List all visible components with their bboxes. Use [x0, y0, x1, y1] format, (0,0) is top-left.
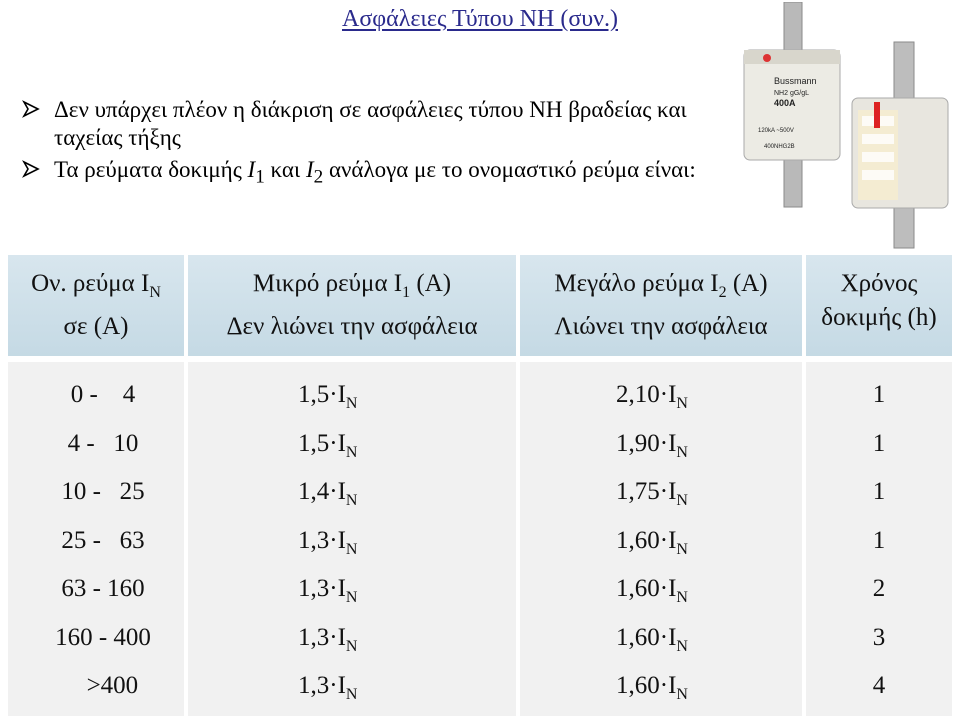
header-text: σε (A) — [63, 313, 129, 340]
cell-large-current — [616, 662, 736, 710]
arrow-bullet-icon — [22, 100, 40, 118]
cell-small-current-value: 1,5·I — [298, 381, 346, 408]
subscript-n: N — [676, 589, 688, 606]
cell-small-current-value: 1,3·I — [298, 526, 346, 554]
cell-test-time — [834, 517, 924, 565]
subscript-n: N — [676, 395, 688, 412]
cell-small-current — [298, 420, 418, 468]
bullet-text-mid: και — [264, 157, 306, 182]
cell-small-current — [298, 565, 418, 613]
cell-range — [28, 420, 178, 468]
cell-large-current-value: 1,75·I — [616, 478, 677, 505]
cell-range-value: 63 - 160 — [61, 575, 145, 602]
cell-test-time — [834, 614, 924, 662]
bullet-item — [22, 156, 712, 192]
arrow-bullet-icon — [22, 160, 40, 178]
cell-large-current-value: 1,60·I — [616, 623, 677, 651]
cell-large-current-value: 1,60·I — [616, 526, 677, 554]
cell-range — [28, 565, 178, 613]
fuse-rating-label: 400A — [774, 98, 796, 108]
cell-large-current — [616, 565, 736, 613]
subscript-n: N — [345, 637, 358, 655]
cell-range-value: 160 - 400 — [55, 623, 151, 651]
cell-test-time-value: 1 — [872, 381, 886, 408]
header-small-current — [188, 267, 516, 344]
subscript-n: N — [676, 686, 688, 703]
cell-large-current — [616, 614, 736, 662]
cell-small-current-value: 1,5·I — [298, 429, 346, 457]
symbol-i1: I — [247, 157, 256, 182]
cell-small-current-value: 1,3·I — [298, 623, 346, 651]
fuse-model-label: NH2 gG/gL — [774, 90, 810, 97]
cell-large-current-value: 1,60·I — [616, 672, 677, 699]
subscript-n: N — [345, 540, 358, 558]
header-text: Δεν λιώνει την ασφάλεια — [226, 313, 478, 340]
cell-test-time-value: 1 — [872, 478, 886, 505]
cell-test-time-value: 3 — [872, 623, 886, 651]
cell-large-current-value: 2,10·I — [616, 381, 677, 408]
cell-small-current — [298, 614, 418, 662]
subscript-n: N — [345, 395, 358, 412]
subscript-n: N — [345, 492, 358, 509]
header-text: Ον. ρεύμα I — [31, 270, 150, 297]
header-text: Μεγάλο ρεύμα I — [554, 270, 719, 297]
cell-test-time — [834, 662, 924, 710]
bullet-item — [22, 96, 712, 152]
cell-range-value: 10 - 25 — [61, 478, 145, 505]
cell-small-current — [298, 662, 418, 710]
symbol-i2: I — [305, 157, 314, 182]
nh-fuse-photo — [724, 2, 956, 250]
bullet-text-pre: Τα ρεύματα δοκιμής — [54, 157, 248, 182]
header-text: δοκιμής (h) — [821, 304, 937, 331]
cell-small-current-value: 1,3·I — [298, 575, 346, 602]
header-sub: N — [149, 284, 161, 301]
fuse-part-label: 400NHG2B — [764, 144, 795, 150]
cell-small-current-value: 1,4·I — [298, 478, 346, 505]
header-text: (A) — [410, 270, 452, 297]
cell-small-current — [298, 371, 418, 419]
subscript-n: N — [676, 492, 688, 509]
subscript-n: N — [676, 637, 688, 655]
cell-large-current — [616, 420, 736, 468]
cell-range — [28, 468, 178, 516]
subscript-n: N — [345, 443, 358, 461]
header-text: (A) — [726, 270, 768, 297]
cell-test-time — [834, 420, 924, 468]
header-test-time — [806, 267, 952, 335]
subscript-n: N — [345, 589, 358, 606]
header-text: Χρόνος — [840, 270, 918, 297]
header-sub: 2 — [718, 284, 727, 301]
page-title: Ασφάλειες Τύπου NH (συν.) — [342, 6, 618, 32]
cell-range-value: 0 - 4 — [70, 381, 136, 408]
cell-range — [28, 371, 178, 419]
cell-test-time — [834, 565, 924, 613]
test-current-table — [8, 255, 952, 716]
cell-test-time-value: 2 — [872, 575, 886, 602]
bullet-list — [22, 96, 712, 196]
cell-small-current — [298, 468, 418, 516]
cell-large-current — [616, 517, 736, 565]
subscript-n: N — [345, 686, 358, 703]
fuse-brand-label: Bussmann — [774, 76, 817, 86]
header-text: Λιώνει την ασφάλεια — [554, 313, 768, 340]
cell-test-time-value: 4 — [872, 672, 886, 699]
cell-range-value: 25 - 63 — [61, 526, 145, 554]
symbol-i1-sub: 1 — [255, 166, 265, 188]
cell-range-value: >400 — [67, 672, 139, 699]
cell-test-time — [834, 468, 924, 516]
bullet-text: Δεν υπάρχει πλέον η διάκριση σε ασφάλειες τύπου NH βραδείας και ταχείας τήξης — [54, 97, 687, 150]
cell-range — [28, 662, 178, 710]
header-large-current — [520, 267, 802, 344]
header-rated-current — [8, 267, 184, 344]
header-text: Μικρό ρεύμα I — [252, 270, 403, 297]
cell-large-current-value: 1,90·I — [616, 429, 677, 457]
cell-test-time — [834, 371, 924, 419]
symbol-i2-sub: 2 — [313, 166, 324, 188]
subscript-n: N — [676, 540, 688, 558]
bullet-text-post: ανάλογα με το ονομαστικό ρεύμα είναι: — [323, 157, 696, 182]
cell-small-current-value: 1,3·I — [298, 672, 346, 699]
cell-range — [28, 517, 178, 565]
header-sub: 1 — [402, 284, 411, 301]
subscript-n: N — [676, 443, 688, 461]
cell-large-current — [616, 371, 736, 419]
header-divider — [8, 356, 952, 362]
cell-test-time-value: 1 — [872, 429, 886, 457]
cell-range-value: 4 - 10 — [67, 429, 139, 457]
cell-range — [28, 614, 178, 662]
fuse-spec-label: 120kA ~500V — [758, 128, 794, 134]
cell-large-current-value: 1,60·I — [616, 575, 677, 602]
cell-large-current — [616, 468, 736, 516]
cell-small-current — [298, 517, 418, 565]
cell-test-time-value: 1 — [872, 526, 886, 554]
